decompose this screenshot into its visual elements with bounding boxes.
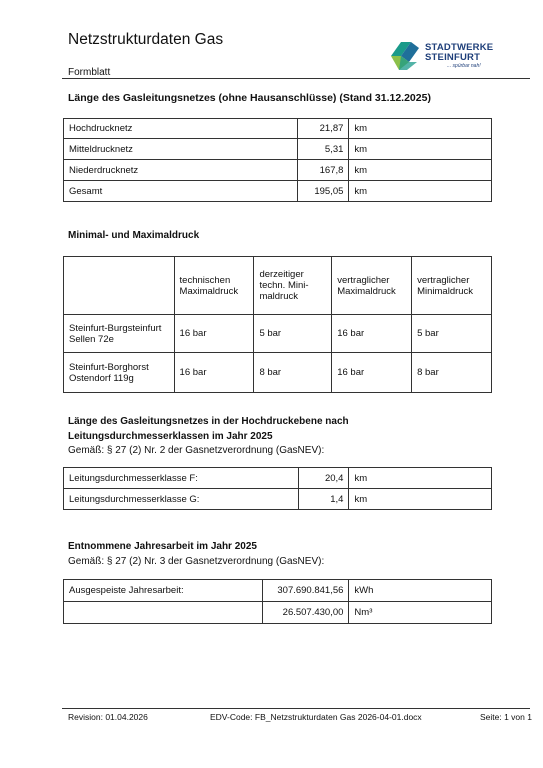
table-row (64, 315, 492, 353)
table-row (64, 489, 492, 510)
pressure-cell: 8 bar (254, 353, 332, 393)
row-unit: km (349, 468, 492, 489)
table-row (64, 353, 492, 393)
row-unit: km (349, 139, 492, 160)
row-value: 5,31 (298, 139, 349, 160)
logo-text-line1: STADTWERKE (425, 42, 494, 53)
row-label: Gesamt (64, 181, 298, 202)
pressure-cell: 16 bar (174, 353, 254, 393)
table-header-row (64, 257, 492, 315)
row-value: 1,4 (298, 489, 349, 510)
table-row (64, 580, 492, 602)
footer-edv-code: EDV-Code: FB_Netzstrukturdaten Gas 2026-04-01.docx (210, 712, 422, 722)
pressure-cell: 16 bar (332, 315, 412, 353)
pressure-cell: 16 bar (174, 315, 254, 353)
section1-heading: Länge des Gasleitungsnetzes (ohne Hausanschlüsse) (Stand 31.12.2025) (68, 92, 431, 104)
pressure-cell: 5 bar (254, 315, 332, 353)
location-cell: Steinfurt-Borghorst Ostendorf 119g (64, 353, 175, 393)
row-value: 307.690.841,56 (263, 580, 349, 602)
row-label: Mitteldrucknetz (64, 139, 298, 160)
annual-energy-table (63, 579, 492, 624)
table-row (64, 160, 492, 181)
formblatt-label: Formblatt (68, 67, 111, 78)
table-row (64, 602, 492, 624)
stadtwerke-logo (389, 40, 499, 74)
row-unit: km (349, 181, 492, 202)
row-value: 20,4 (298, 468, 349, 489)
footer-revision: Revision: 01.04.2026 (68, 712, 148, 722)
header-cell: derzeitiger techn. Mini-maldruck (254, 257, 332, 315)
table-row (64, 139, 492, 160)
row-value: 26.507.430,00 (263, 602, 349, 624)
row-label: Leitungsdurchmesserklasse G: (64, 489, 299, 510)
header-divider (62, 78, 530, 79)
header-cell: vertraglicher Minimaldruck (412, 257, 492, 315)
logo-slogan: ... spürbar nah! (447, 63, 481, 69)
logo-text-line2: STEINFURT (425, 52, 481, 63)
section4-subtitle: Gemäß: § 27 (2) Nr. 3 der Gasnetzverordnung (GasNEV): (68, 556, 325, 567)
section4-heading: Entnommene Jahresarbeit im Jahr 2025 (68, 541, 257, 552)
header-cell (64, 257, 175, 315)
row-label: Ausgespeiste Jahresarbeit: (64, 580, 263, 602)
logo-mark-icon (389, 40, 423, 72)
section3-subtitle: Gemäß: § 27 (2) Nr. 2 der Gasnetzverordnung (GasNEV): (68, 445, 325, 456)
row-unit: Nm³ (349, 602, 492, 624)
page-title: Netzstrukturdaten Gas (68, 31, 224, 48)
header-cell: technischen Maximaldruck (174, 257, 254, 315)
row-unit: km (349, 489, 492, 510)
row-label: Hochdrucknetz (64, 119, 298, 139)
pressure-cell: 16 bar (332, 353, 412, 393)
row-label: Leitungsdurchmesserklasse F: (64, 468, 299, 489)
section3-heading-line1: Länge des Gasleitungsnetzes in der Hochdruckebene nach (68, 416, 349, 427)
row-label: Niederdrucknetz (64, 160, 298, 181)
row-unit: km (349, 160, 492, 181)
footer-page-number: Seite: 1 von 1 (480, 712, 532, 722)
row-value: 195,05 (298, 181, 349, 202)
diameter-class-table (63, 467, 492, 510)
row-label (64, 602, 263, 624)
table-row (64, 468, 492, 489)
header-cell: vertraglicher Maximaldruck (332, 257, 412, 315)
pressure-table (63, 256, 492, 393)
pressure-cell: 8 bar (412, 353, 492, 393)
footer-divider (62, 708, 530, 709)
section2-heading: Minimal- und Maximaldruck (68, 230, 200, 241)
network-length-table (63, 118, 492, 202)
row-unit: kWh (349, 580, 492, 602)
section3-heading-line2: Leitungsdurchmesserklassen im Jahr 2025 (68, 431, 273, 442)
row-value: 21,87 (298, 119, 349, 139)
row-unit: km (349, 119, 492, 139)
row-value: 167,8 (298, 160, 349, 181)
table-row (64, 181, 492, 202)
location-cell: Steinfurt-Burgsteinfurt Sellen 72e (64, 315, 175, 353)
pressure-cell: 5 bar (412, 315, 492, 353)
table-row (64, 119, 492, 139)
